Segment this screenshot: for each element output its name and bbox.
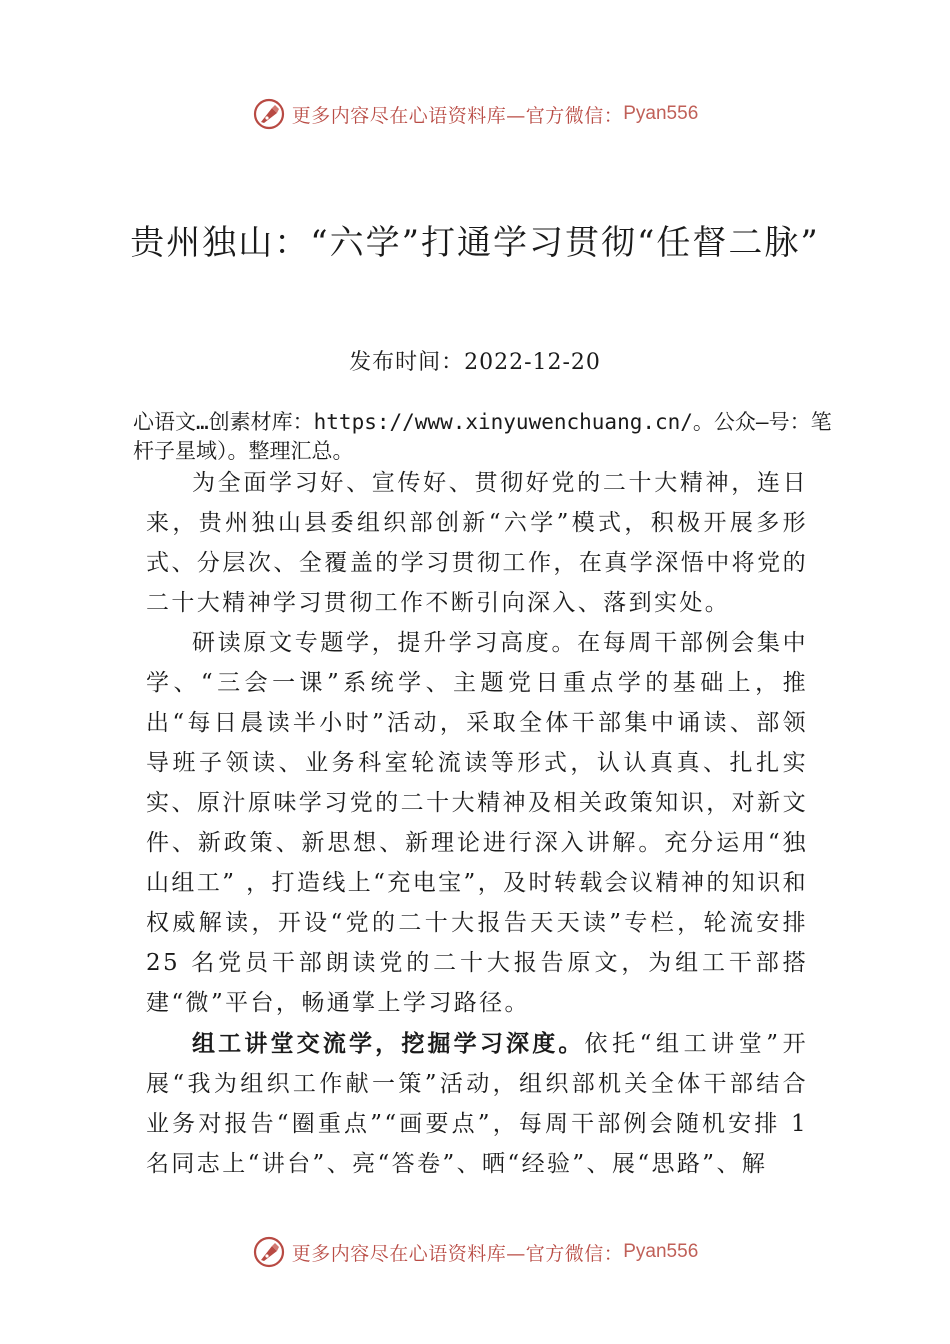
paragraph-study-original: [146, 623, 808, 1023]
publish-date: 2022-12-20: [464, 350, 601, 375]
watermark-wechat-id: Pyan556: [623, 103, 699, 124]
article-title: 贵州独山：“六学”打通学习贯彻“任督二脉”: [130, 223, 820, 263]
watermark-banner-bottom: [0, 1232, 950, 1272]
watermark-text: 更多内容尽在心语资料库—官方微信：: [291, 104, 624, 127]
paragraph-lead: 组工讲堂交流学，挖掘学习深度。: [192, 1030, 585, 1056]
watermark-banner-top: [0, 94, 950, 134]
paragraph-text: 为全面学习好、宣传好、贯彻好党的二十大精神，连日来，贵州独山县委组织部创新“六学”模式，积极开展多形式、分层次、全覆盖的学习贯彻工作，在真学深悟中将党的二十大精神学习贯彻工作不断引向深入、落到实处。: [146, 470, 808, 616]
watermark-wechat-id: Pyan556: [623, 1241, 699, 1262]
paragraph-text: 研读原文专题学，提升学习高度。在每周干部例会集中学、“三会一课”系统学、主题党日重点学的基础上，推出“每日晨读半小时”活动，采取全体干部集中诵读、部领导班子领读、业务科室轮流读等形式，认认真真、扎扎实实、原汁原味学习党的二十大精神及相关政策知识，对新文件、新政策、新思想、新理论进行深入讲解。充分运用“独山组工” ，打造线上“充电宝”，及时转载会议精神的知识和权威解读，开设“党的二十大报告天天读”专栏，轮流安排 25 名党员干部朗读党的二十大报告原文，为组工干部搭建“微”平台，畅通掌上学习路径。: [146, 630, 808, 1016]
publish-label: 发布时间：: [349, 350, 465, 375]
paragraph-lecture-hall: [146, 1023, 808, 1184]
watermark-text: 更多内容尽在心语资料库—官方微信：: [291, 1242, 624, 1265]
paragraph-intro: [146, 463, 808, 623]
source-note: 心语文…创素材库：https://www.xinyuwenchuang.cn/。公众—号：笔杆子星域）。整理汇总。: [133, 410, 832, 463]
article-body: [146, 463, 808, 1184]
publish-info: [0, 345, 950, 376]
paragraph-text: 依托“组工讲堂”开展“我为组织工作献一策”活动，组织部机关全体干部结合业务对报告“圈重点”“画要点”，每周干部例会随机安排 1 名同志上“讲台”、亮“答卷”、晒“经验”、展“思路”、解: [146, 1031, 808, 1177]
pen-nib-logo-icon: [252, 1235, 286, 1269]
pen-nib-logo-icon: [252, 97, 286, 131]
